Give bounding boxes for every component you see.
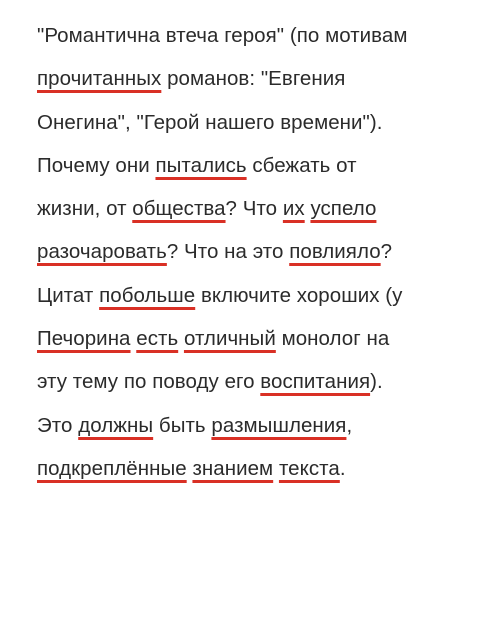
- spellcheck-flagged-word[interactable]: пытались: [155, 153, 247, 177]
- text-segment: романов: "Евгения: [161, 67, 346, 91]
- text-segment: сбежать от: [246, 153, 357, 177]
- text-segment: "Романтична втеча героя" (по мотивам: [37, 24, 408, 47]
- text-line: [37, 57, 487, 100]
- spellcheck-flagged-word[interactable]: отличный: [183, 327, 276, 351]
- text-line: [37, 274, 487, 317]
- spellcheck-flagged-word[interactable]: знанием: [192, 456, 274, 480]
- text-line: [37, 144, 487, 187]
- text-line: [37, 317, 487, 360]
- text-line: [37, 187, 487, 230]
- text-line: [37, 14, 487, 57]
- spellcheck-flagged-word[interactable]: есть: [136, 327, 179, 351]
- question-text: [37, 14, 487, 490]
- text-line: [37, 360, 487, 403]
- text-segment: быть: [153, 413, 212, 437]
- spellcheck-flagged-word[interactable]: должны: [78, 413, 154, 437]
- text-segment: Это: [37, 413, 79, 437]
- text-segment: ,: [346, 413, 353, 437]
- text-segment: эту тему по поводу его: [37, 370, 261, 394]
- text-segment: ? Что: [225, 197, 283, 221]
- spellcheck-flagged-word[interactable]: побольше: [99, 283, 196, 307]
- spellcheck-flagged-word[interactable]: Печорина: [37, 327, 131, 351]
- spellcheck-flagged-word[interactable]: подкреплённые: [37, 456, 187, 480]
- spellcheck-flagged-word[interactable]: размышления: [211, 413, 347, 437]
- text-segment: монолог на: [275, 327, 390, 351]
- text-line: [37, 101, 487, 144]
- spellcheck-flagged-word[interactable]: их: [282, 197, 305, 221]
- text-segment: ? Что на это: [166, 240, 290, 264]
- text-line: [37, 404, 487, 447]
- text-segment: Почему они: [37, 153, 156, 177]
- text-segment: ).: [370, 370, 383, 394]
- text-segment: Цитат: [37, 283, 100, 307]
- text-segment: .: [339, 456, 346, 480]
- text-segment: Онегина", "Герой нашего времени").: [37, 110, 383, 134]
- spellcheck-flagged-word[interactable]: прочитанных: [37, 67, 162, 91]
- text-line: [37, 447, 487, 490]
- spellcheck-flagged-word[interactable]: успело: [310, 197, 377, 221]
- text-segment: ?: [380, 240, 393, 264]
- text-segment: включите хороших (у: [195, 283, 403, 307]
- spellcheck-flagged-word[interactable]: общества: [132, 197, 226, 221]
- spellcheck-flagged-word[interactable]: воспитания: [260, 370, 371, 394]
- spellcheck-flagged-word[interactable]: разочаровать: [37, 240, 167, 264]
- spellcheck-flagged-word[interactable]: повлияло: [289, 240, 381, 264]
- text-line: [37, 230, 487, 273]
- spellcheck-flagged-word[interactable]: текста: [278, 456, 340, 480]
- text-segment: жизни, от: [37, 197, 133, 221]
